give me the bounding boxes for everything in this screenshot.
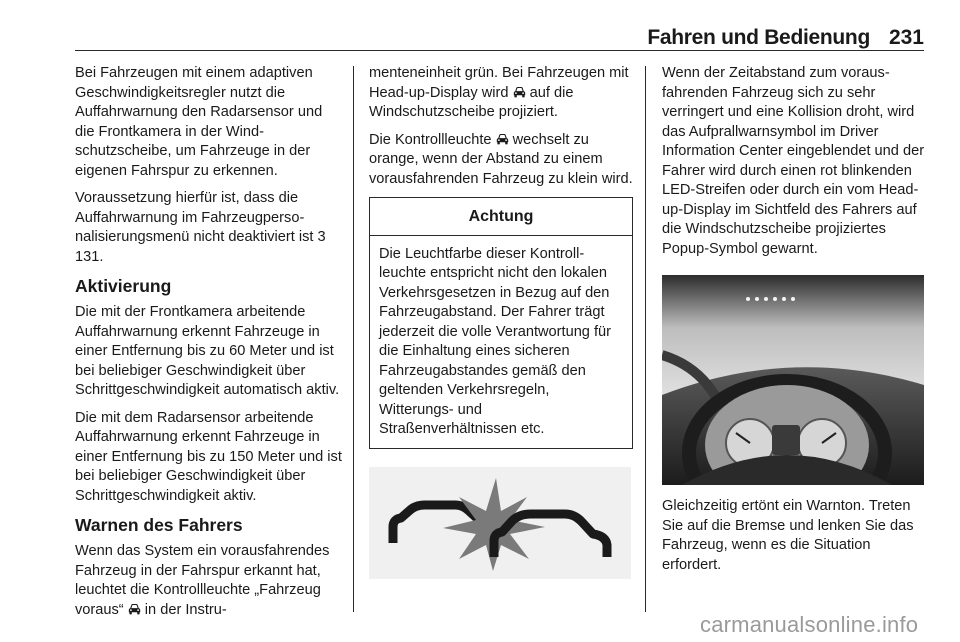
- column-divider-1: [353, 66, 354, 612]
- collision-warning-icon: [369, 467, 631, 579]
- column-2: [369, 64, 633, 579]
- page-reference-link[interactable]: 3 131.: [75, 229, 326, 265]
- warning-light-text: Wenn das System ein vorausfahrendes Fahrzeug in der Fahrspur erkannt hat, leuchtet die Kontrollleuchte „Fahrzeug voraus“: [75, 543, 330, 618]
- column-1: [75, 64, 343, 628]
- column-3: [662, 64, 930, 583]
- car-front-icon: [513, 86, 526, 98]
- requirement-text: Voraussetzung hierfür ist, dass die Auffahrwarnung im Fahrzeugpersonalisierungsmenü nicht deaktiviert ist: [75, 190, 314, 245]
- paragraph-intro: Bei Fahrzeugen mit einem adaptiven Geschwindigkeitsregler nutzt die Auffahrwarnung den Radarsensor und die Frontkamera in der Windschutzscheibe, um Fahrzeuge in der eigenen Fahrspur zu erkennen.: [75, 65, 323, 179]
- paragraph-orange: [369, 131, 633, 190]
- paragraph-warning-light: [75, 542, 343, 620]
- warning-box-text: Die Leuchtfarbe dieser Kontrollleuchte entspricht nicht den lokalen Verkehrsgesetzen in Bezug auf den Fahrzeugabstand. Der Fahrer trägt jederzeit die volle Verantwortung für die Einhaltung eines sicheren Fahrzeugabstandes gemäß den geltenden Verkehrsregeln, Witterungs- und Straßenverhältnissen etc.: [379, 245, 612, 437]
- orange-text-end: wechselt zu orange, wenn der Abstand zu einem vorausfahrenden Fahrzeug zu klein wird.: [369, 131, 633, 187]
- hud-text: menteneinheit grün. Bei Fahrzeugen mit Head-up-Display wird: [369, 65, 629, 101]
- paragraph-requirement: [75, 189, 343, 267]
- column-divider-2: [645, 66, 646, 612]
- cockpit-hud-photo: [662, 275, 924, 485]
- paragraph-camera: Die mit der Frontkamera arbeitende Auffahrwarnung erkennt Fahrzeuge in einer Entfernung bis zu 60 Meter und ist bei beliebiger Geschwindigkeit über Schrittgeschwindigkeit automatisch aktiv.: [75, 304, 340, 398]
- paragraph-collision: Wenn der Zeitabstand zum vorausfahrenden Fahrzeug sich zu sehr verringert und eine Kollision droht, wird das Aufprallwarnsymbol im Driver Information Center eingeblendet und der Fahrer wird durch einen rot blinkenden LED-Streifen oder durch ein vom Head-up-Display im Sichtfeld des Fahrers auf die Windschutzscheibe projiziertes Popup-Symbol gewarnt.: [662, 65, 925, 257]
- paragraph-hud: [369, 64, 633, 123]
- paragraph-warning-tone: Gleichzeitig ertönt ein Warnton. Treten Sie auf die Bremse und lenken Sie das Fahrzeug, wenn es die Situation erfordert.: [662, 498, 914, 573]
- paragraph-radar: Die mit dem Radarsensor arbeitende Auffahrwarnung erkennt Fahrzeuge in einer Entfernung bis zu 150 Meter und ist bei beliebiger Geschwindigkeit über Schrittgeschwindigkeit aktiv.: [75, 409, 342, 504]
- hud-text-end: auf die Windschutzscheibe projiziert.: [369, 84, 574, 120]
- orange-text: Die Kontrollleuchte: [369, 131, 492, 148]
- warning-box: [369, 197, 633, 449]
- page-header-title: Fahren und Bedienung: [647, 26, 870, 49]
- collision-illustration: [369, 467, 631, 579]
- page-number: 231: [888, 26, 924, 49]
- heading-warnen: Warnen des Fahrers: [75, 515, 243, 535]
- car-front-icon: [128, 603, 141, 615]
- cockpit-photo-image: [662, 275, 924, 485]
- watermark: carmanualsonline.info: [700, 612, 919, 637]
- warning-light-text-end: in der Instru-: [144, 601, 227, 618]
- warning-box-title: Achtung: [370, 198, 632, 236]
- heading-aktivierung: Aktivierung: [75, 276, 172, 296]
- header-rule: [75, 50, 924, 51]
- car-front-icon: [496, 133, 509, 145]
